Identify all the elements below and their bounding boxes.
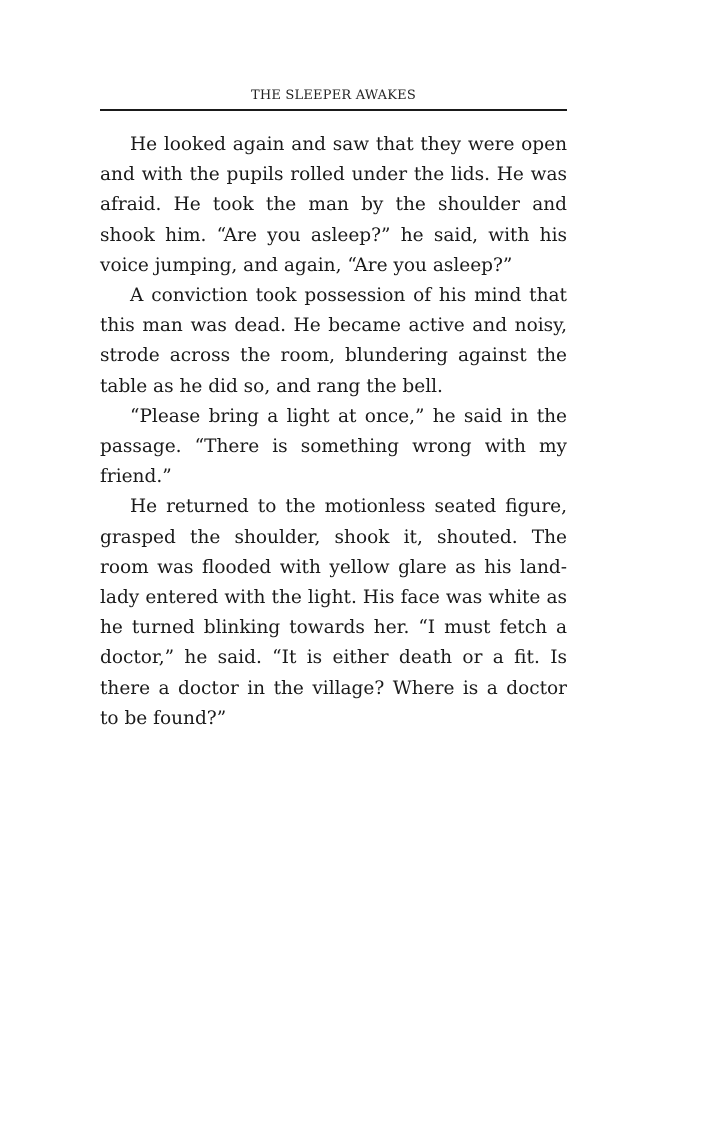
paragraph-4: He returned to the motionless seated figure, grasped the shoulder, shook it, shouted. The room was flooded with yellow glare as his land-lady entered with the light. His face was white as he turned blinking towards her. “I must fetch a doctor,” he said. “It is either death or a fit. Is there a doctor in the village? Where is a doctor to be found?” [100, 496, 567, 729]
paragraph-3: “Please bring a light at once,” he said in the passage. “There is something wrong with my friend.” [100, 405, 567, 488]
paragraph-2: A conviction took possession of his mind that this man was dead. He became active and noisy, strode across the room, blundering against the table as he did so, and rang the bell. [100, 285, 567, 397]
paragraph-1: He looked again and saw that they were open and with the pupils rolled under the lids. He was afraid. He took the man by the shoulder and shook him. “Are you asleep?” he said, with his voice jumping, and again, “Are you asleep?” [100, 134, 567, 276]
running-head-title: THE SLEEPER AWAKES [251, 88, 416, 103]
body-text [100, 130, 567, 734]
book-page [100, 86, 567, 734]
header-rule [100, 109, 567, 111]
